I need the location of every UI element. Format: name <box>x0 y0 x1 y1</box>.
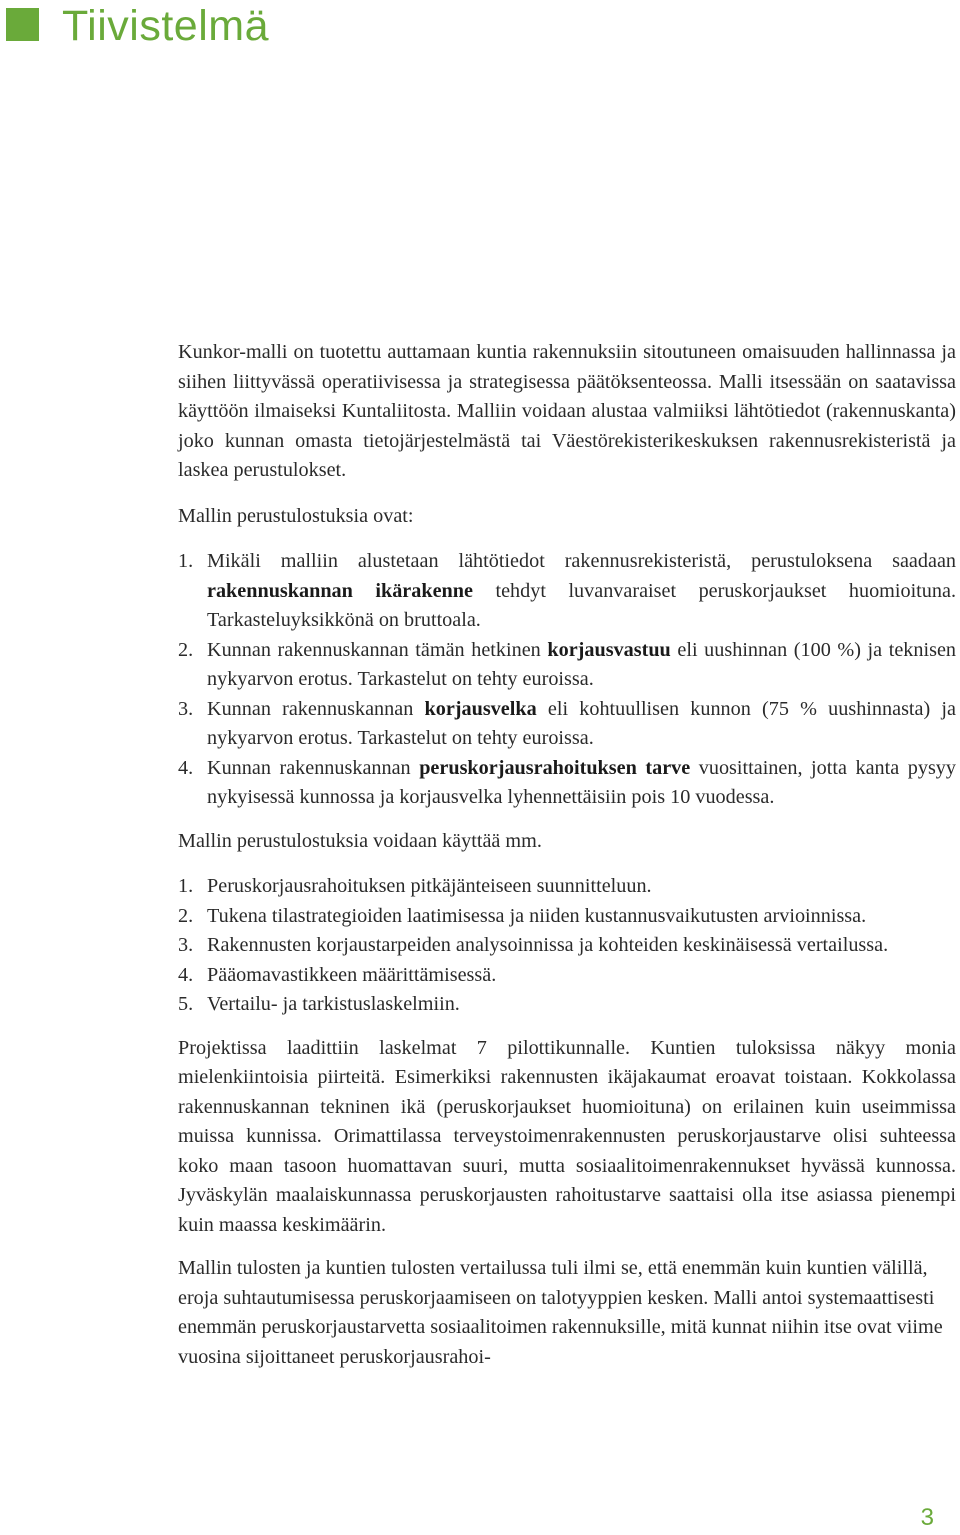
list-item: 1. Mikäli malliin alustetaan lähtötiedot rakennusrekisteristä, perustuloksena saadaan rakennuskannan ikärakenne tehdyt luvanvaraiset peruskorjaukset huomioituna. Tarkasteluyksikkönä on bruttoala. <box>178 547 956 636</box>
list-item: 3. Rakennusten korjaustarpeiden analysoinnissa ja kohteiden keskinäisessä vertailussa. <box>178 931 956 961</box>
title-square-icon <box>6 8 39 41</box>
list-item: 2. Kunnan rakennuskannan tämän hetkinen korjausvastuu eli uushinnan (100 %) ja teknisen nykyarvon erotus. Tarkastelut on tehty euroissa. <box>178 636 956 695</box>
bold-term: korjausvastuu <box>547 638 671 661</box>
projects-paragraph: Projektissa laadittiin laskelmat 7 pilottikunnalle. Kuntien tuloksissa näkyy monia mielenkiintoisia piirteitä. Esimerkiksi rakennusten ikäjakaumat eroavat toistaan. Kokkolassa rakennuskannan tekninen ikä (peruskorjaukset huomioituna) on erilainen kuin useimmissa muissa kunnissa. Orimattilassa terveystoimenrakennusten peruskorjaustarve olisi suhteessa koko maan tasoon huomattavan suuri, mutta sosiaalitoimenrakennukset hyvässä kunnossa. Jyväskylän maalaiskunnassa peruskorjausten rahoitustarve saattaisi olla itse asiassa pienempi kuin maassa keskimäärin. <box>178 1036 956 1236</box>
page-header <box>0 0 960 60</box>
list-number: 2. <box>178 638 194 661</box>
list-number: 2. <box>178 904 194 927</box>
list-item: 4. Kunnan rakennuskannan peruskorjausrahoituksen tarve vuosittainen, jotta kanta pysyy nykyisessä kunnossa ja korjausvelka lyhennettäisiin pois 10 vuodessa. <box>178 754 956 813</box>
list-number: 1. <box>178 875 194 897</box>
bold-term: rakennuskannan ikärakenne <box>207 579 473 602</box>
list-number: 3. <box>178 934 194 956</box>
list-number: 3. <box>178 697 194 720</box>
bold-term: peruskorjausrahoituksen tarve <box>419 756 691 779</box>
uses-heading: Mallin perustulostuksia voidaan käyttää mm. <box>178 829 542 852</box>
results-list <box>178 547 956 813</box>
intro-paragraph: Kunkor-malli on tuotettu auttamaan kuntia rakennuksiin sitoutuneen omaisuuden hallinnassa ja siihen liittyvässä operatiivisessa ja strategisessa päätöksenteossa. Malli itsessään on saatavissa käyttöön ilmaiseksi Kuntaliitosta. Malliin voidaan alustaa valmiiksi lähtötiedot (rakennuskanta) joko kunnan omasta tietojärjestelmästä tai Väestörekisterikeskuksen rakennusrekisteristä ja laskea perustulokset. <box>178 341 956 481</box>
list-item: 2. Tukena tilastrategioiden laatimisessa ja niiden kustannusvaikutusten arvioinnissa. <box>178 902 956 932</box>
page-title: Tiivistelmä <box>62 2 269 50</box>
list-number: 5. <box>178 993 194 1015</box>
list-item: 4. Pääomavastikkeen määrittämisessä. <box>178 961 956 991</box>
list-number: 4. <box>178 756 194 779</box>
results-heading: Mallin perustulostuksia ovat: <box>178 504 414 527</box>
list-number: 4. <box>178 963 194 986</box>
list-item: 5. Vertailu- ja tarkistuslaskelmiin. <box>178 990 956 1020</box>
uses-list <box>178 872 956 1020</box>
list-number: 1. <box>178 550 194 572</box>
bold-term: korjausvelka <box>424 697 537 720</box>
list-item: 1. Peruskorjausrahoituksen pitkäjänteiseen suunnitteluun. <box>178 872 956 902</box>
list-item: 3. Kunnan rakennuskannan korjausvelka eli kohtuullisen kunnon (75 % uushinnasta) ja nykyarvon erotus. Tarkastelut on tehty euroissa. <box>178 695 956 754</box>
page-number: 3 <box>920 1504 934 1531</box>
comparison-paragraph: Mallin tulosten ja kuntien tulosten vertailussa tuli ilmi se, että enemmän kuin kuntien välillä, eroja suhtautumisessa peruskorjaamiseen on talotyyppien kesken. Malli antoi systemaattisesti enemmän peruskorjaustarvetta sosiaalitoimen rakennuksille, mitä kunnat niihin itse ovat viime vuosina sijoittaneet peruskorjausrahoi- <box>178 1257 943 1368</box>
document-body <box>178 338 956 1372</box>
